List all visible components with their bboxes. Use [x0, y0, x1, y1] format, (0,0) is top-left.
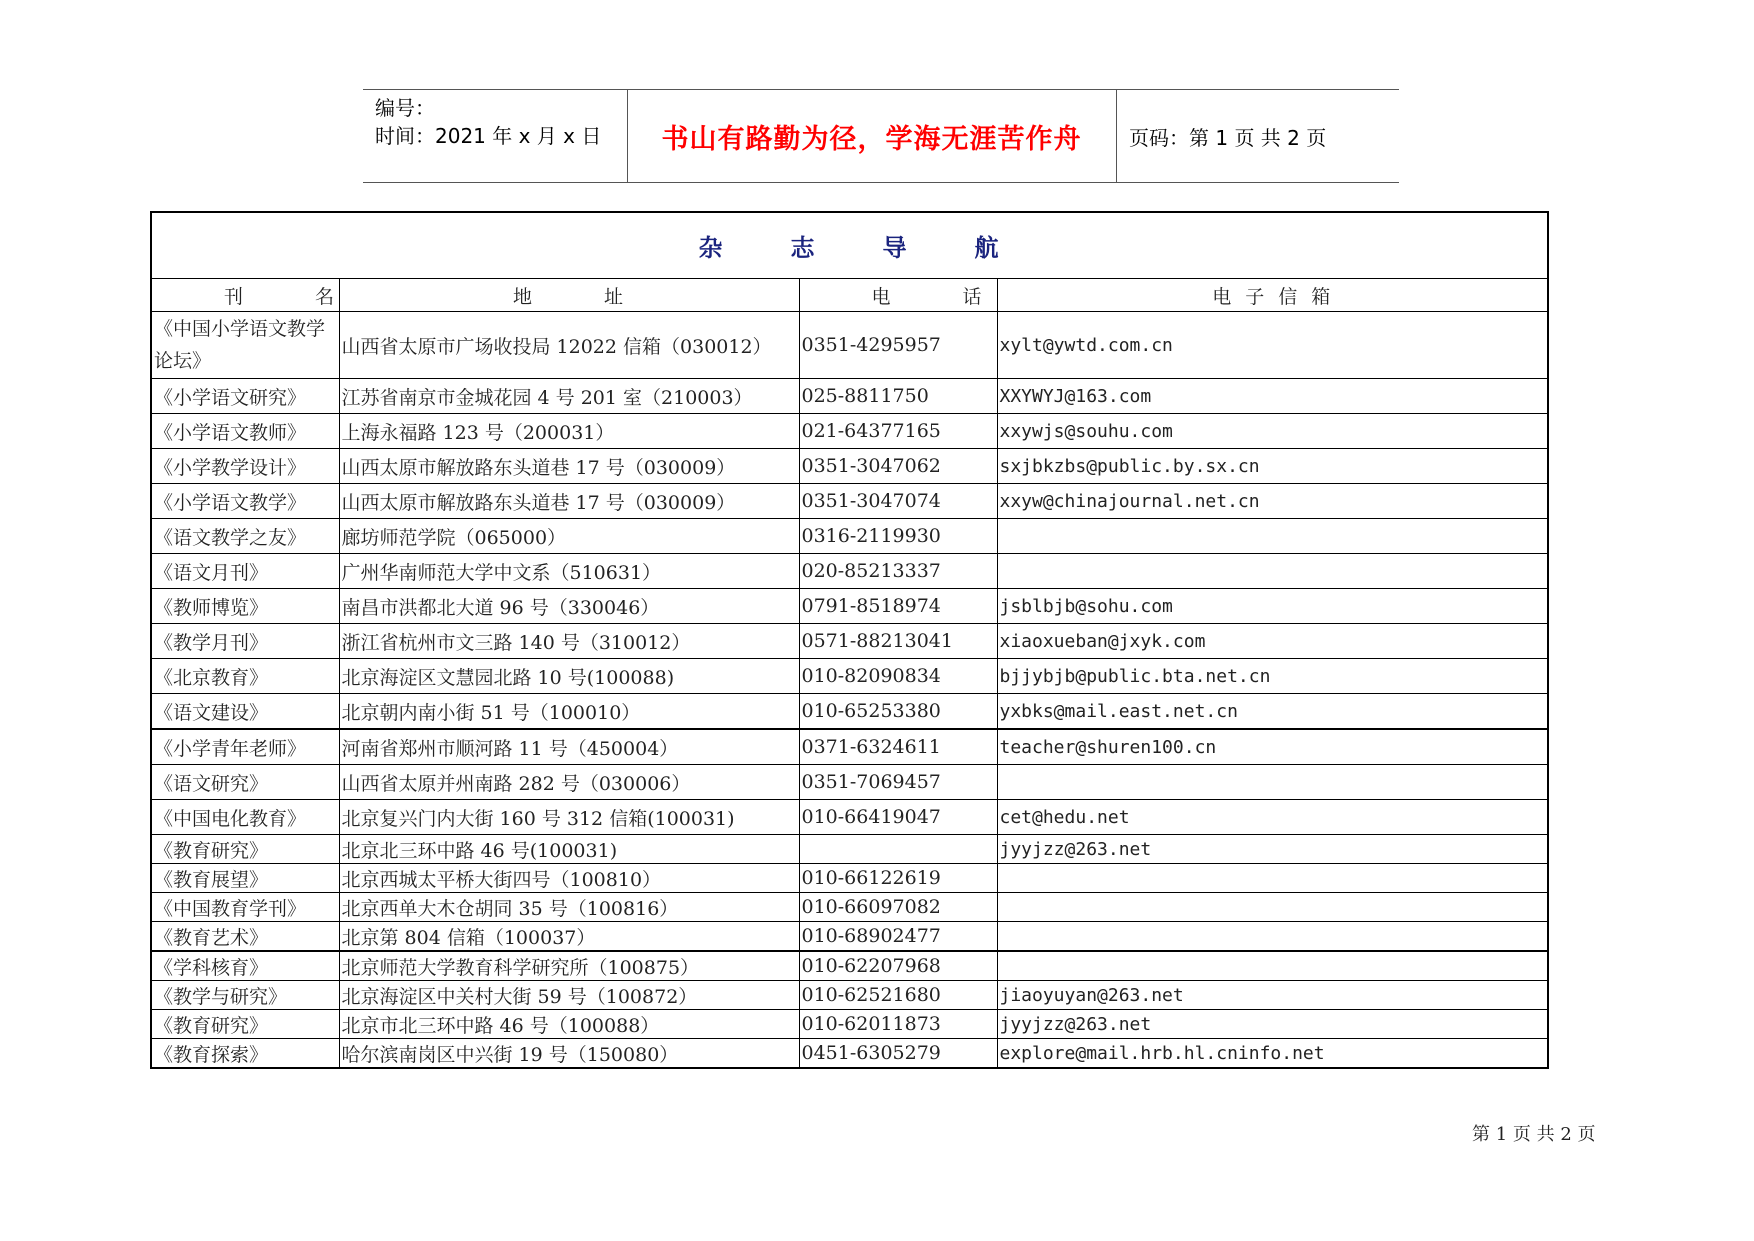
cell-phone — [799, 835, 997, 864]
cell-name: 《教育展望》 — [151, 864, 339, 893]
cell-email: xxyw@chinajournal.net.cn — [997, 484, 1548, 519]
cell-address: 江苏省南京市金城花园 4 号 201 室（210003） — [339, 379, 799, 414]
cell-name: 《小学语文教学》 — [151, 484, 339, 519]
table-row — [151, 449, 1548, 484]
column-header-address: 地址 — [339, 279, 799, 312]
cell-name: 《语文建设》 — [151, 694, 339, 730]
cell-name: 《教学月刊》 — [151, 624, 339, 659]
cell-name: 《教育探索》 — [151, 1039, 339, 1069]
cell-name: 《小学语文教师》 — [151, 414, 339, 449]
table-row — [151, 981, 1548, 1010]
cell-address: 上海永福路 123 号（200031） — [339, 414, 799, 449]
cell-phone: 0351-4295957 — [799, 312, 997, 379]
document-header — [363, 89, 1399, 183]
cell-email: jyyjzz@263.net — [997, 835, 1548, 864]
cell-name: 《语文月刊》 — [151, 554, 339, 589]
cell-email — [997, 922, 1548, 952]
table-row — [151, 379, 1548, 414]
cell-name: 《教育研究》 — [151, 1010, 339, 1039]
cell-address: 哈尔滨南岗区中兴街 19 号（150080） — [339, 1039, 799, 1069]
cell-name: 《教学与研究》 — [151, 981, 339, 1010]
cell-name: 《教育研究》 — [151, 835, 339, 864]
column-header-name: 刊名 — [151, 279, 339, 312]
cell-address: 北京市北三环中路 46 号（100088） — [339, 1010, 799, 1039]
cell-email — [997, 519, 1548, 554]
cell-phone: 020-85213337 — [799, 554, 997, 589]
cell-phone: 010-62521680 — [799, 981, 997, 1010]
number-label: 编号： — [375, 96, 435, 120]
cell-phone: 010-65253380 — [799, 694, 997, 730]
title-row — [151, 212, 1548, 279]
cell-phone: 0316-2119930 — [799, 519, 997, 554]
table-row — [151, 414, 1548, 449]
cell-email: explore@mail.hrb.hl.cninfo.net — [997, 1039, 1548, 1069]
table-row — [151, 519, 1548, 554]
table-row — [151, 659, 1548, 694]
cell-name: 《小学青年老师》 — [151, 729, 339, 765]
cell-address: 广州华南师范大学中文系（510631） — [339, 554, 799, 589]
motto: 书山有路勤为径，学海无涯苦作舟 — [627, 90, 1117, 182]
cell-phone: 010-62011873 — [799, 1010, 997, 1039]
table-body — [151, 212, 1548, 1068]
cell-phone: 010-66097082 — [799, 893, 997, 922]
page-footer: 第 1 页 共 2 页 — [1472, 1124, 1596, 1145]
cell-address: 北京海淀区文慧园北路 10 号(100088) — [339, 659, 799, 694]
cell-address: 山西省太原市广场收投局 12022 信箱（030012） — [339, 312, 799, 379]
cell-email — [997, 864, 1548, 893]
cell-email: xxywjs@souhu.com — [997, 414, 1548, 449]
cell-phone: 021-64377165 — [799, 414, 997, 449]
header-meta — [363, 90, 628, 182]
cell-name: 《语文教学之友》 — [151, 519, 339, 554]
table-row — [151, 729, 1548, 765]
cell-phone: 0791-8518974 — [799, 589, 997, 624]
cell-name: 《中国教育学刊》 — [151, 893, 339, 922]
cell-address: 山西省太原并州南路 282 号（030006） — [339, 765, 799, 800]
table-row — [151, 922, 1548, 952]
table-title: 杂志导航 — [151, 212, 1548, 279]
magazine-table — [150, 211, 1549, 1069]
table-row — [151, 312, 1548, 379]
cell-address: 浙江省杭州市文三路 140 号（310012） — [339, 624, 799, 659]
cell-phone: 0451-6305279 — [799, 1039, 997, 1069]
table-row — [151, 1039, 1548, 1069]
cell-name: 《小学教学设计》 — [151, 449, 339, 484]
table-row — [151, 589, 1548, 624]
table-row — [151, 951, 1548, 981]
cell-email: sxjbkzbs@public.by.sx.cn — [997, 449, 1548, 484]
cell-phone: 025-8811750 — [799, 379, 997, 414]
cell-address: 北京西单大木仓胡同 35 号（100816） — [339, 893, 799, 922]
cell-phone: 010-68902477 — [799, 922, 997, 952]
cell-name: 《北京教育》 — [151, 659, 339, 694]
cell-address: 山西太原市解放路东头道巷 17 号（030009） — [339, 449, 799, 484]
cell-address: 北京第 804 信箱（100037） — [339, 922, 799, 952]
cell-email: yxbks@mail.east.net.cn — [997, 694, 1548, 730]
cell-phone: 010-62207968 — [799, 951, 997, 981]
time-label: 时间：2021 年 x 月 x 日 — [375, 124, 602, 148]
cell-phone: 010-66122619 — [799, 864, 997, 893]
table-row — [151, 800, 1548, 835]
cell-email: bjjybjb@public.bta.net.cn — [997, 659, 1548, 694]
cell-name: 《学科核育》 — [151, 951, 339, 981]
cell-phone: 0351-3047074 — [799, 484, 997, 519]
table-row — [151, 835, 1548, 864]
cell-email — [997, 951, 1548, 981]
cell-name: 《教育艺术》 — [151, 922, 339, 952]
cell-phone: 0351-3047062 — [799, 449, 997, 484]
cell-name: 《小学语文研究》 — [151, 379, 339, 414]
cell-email: jyyjzz@263.net — [997, 1010, 1548, 1039]
table-row — [151, 624, 1548, 659]
table-row — [151, 554, 1548, 589]
table-row — [151, 864, 1548, 893]
table-row — [151, 484, 1548, 519]
cell-name: 《教师博览》 — [151, 589, 339, 624]
cell-address: 南昌市洪都北大道 96 号（330046） — [339, 589, 799, 624]
cell-phone: 0571-88213041 — [799, 624, 997, 659]
column-header-email: 电子信箱 — [997, 279, 1548, 312]
header-row — [151, 279, 1548, 312]
cell-email: cet@hedu.net — [997, 800, 1548, 835]
table-row — [151, 765, 1548, 800]
cell-email — [997, 765, 1548, 800]
cell-name: 《中国电化教育》 — [151, 800, 339, 835]
cell-address: 北京西城太平桥大街四号（100810） — [339, 864, 799, 893]
cell-phone: 010-66419047 — [799, 800, 997, 835]
cell-address: 北京复兴门内大街 160 号 312 信箱(100031) — [339, 800, 799, 835]
cell-address: 北京师范大学教育科学研究所（100875） — [339, 951, 799, 981]
cell-phone: 0371-6324611 — [799, 729, 997, 765]
cell-email: XXYWYJ@163.com — [997, 379, 1548, 414]
cell-email — [997, 893, 1548, 922]
table-row — [151, 694, 1548, 730]
cell-address: 北京朝内南小街 51 号（100010） — [339, 694, 799, 730]
cell-email: teacher@shuren100.cn — [997, 729, 1548, 765]
cell-name: 《中国小学语文教学论坛》 — [151, 312, 339, 379]
cell-address: 北京北三环中路 46 号(100031) — [339, 835, 799, 864]
cell-email: xylt@ywtd.com.cn — [997, 312, 1548, 379]
cell-email — [997, 554, 1548, 589]
cell-address: 山西太原市解放路东头道巷 17 号（030009） — [339, 484, 799, 519]
cell-email: jsblbjb@sohu.com — [997, 589, 1548, 624]
column-header-phone: 电话 — [799, 279, 997, 312]
page-label: 页码：第 1 页 共 2 页 — [1129, 125, 1327, 150]
cell-address: 河南省郑州市顺河路 11 号（450004） — [339, 729, 799, 765]
cell-address: 北京海淀区中关村大街 59 号（100872） — [339, 981, 799, 1010]
table-row — [151, 893, 1548, 922]
cell-email: jiaoyuyan@263.net — [997, 981, 1548, 1010]
cell-phone: 010-82090834 — [799, 659, 997, 694]
cell-phone: 0351-7069457 — [799, 765, 997, 800]
cell-address: 廊坊师范学院（065000） — [339, 519, 799, 554]
table-row — [151, 1010, 1548, 1039]
cell-email: xiaoxueban@jxyk.com — [997, 624, 1548, 659]
cell-name: 《语文研究》 — [151, 765, 339, 800]
